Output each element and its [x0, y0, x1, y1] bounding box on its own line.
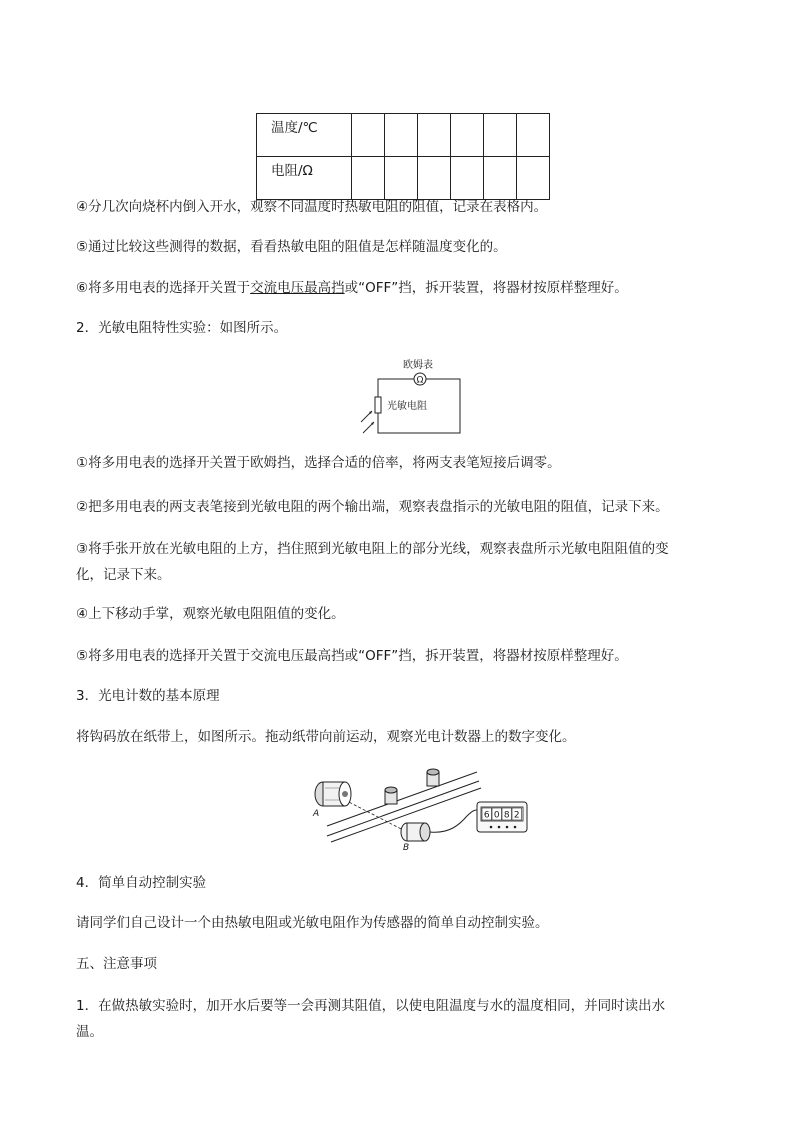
- step6-text-a: ⑥将多用电表的选择开关置于: [76, 280, 251, 296]
- table-header-temperature: 温度/℃: [257, 114, 352, 157]
- note-1-line1: 1．在做热敏实验时，加开水后要等一会再测其阻值，以使电阻温度与水的温度相同，并同时读出水: [76, 998, 666, 1014]
- table-header-resistance: 电阻/Ω: [257, 157, 352, 200]
- table-cell: [418, 114, 451, 157]
- table-cell: [484, 114, 517, 157]
- counter-digit: 6: [483, 810, 490, 821]
- weight-icon: [427, 769, 439, 786]
- table-cell: [451, 114, 484, 157]
- paragraph-step6: [76, 277, 726, 299]
- section-2-heading: 2．光敏电阻特性实验：如图所示。: [76, 320, 288, 336]
- table-row: [257, 114, 550, 157]
- table-cell: [484, 157, 517, 200]
- paragraph-2-step2: ②把多用电表的两支表笔接到光敏电阻的两个输出端，观察表盘指示的光敏电阻的阻值，记录下来。: [76, 499, 669, 515]
- weight-icon: [385, 787, 397, 804]
- counter-digit: 8: [503, 810, 510, 821]
- photoresistor-label: 光敏电阻: [387, 401, 427, 412]
- ohmmeter-label: 欧姆表: [403, 360, 433, 371]
- step6-underlined-text: 交流电压最高挡: [250, 280, 345, 296]
- label-a: A: [313, 809, 320, 819]
- table-cell: [352, 157, 385, 200]
- paragraph-2-step1: ①将多用电表的选择开关置于欧姆挡，选择合适的倍率，将两支表笔短接后调零。: [76, 455, 561, 471]
- counter-digit: 0: [493, 810, 500, 821]
- light-receiver-b: [401, 823, 430, 841]
- note-1-line2: 温。: [76, 1024, 103, 1040]
- photoelectric-counter-figure: [305, 764, 530, 854]
- photoresistor-circuit-figure: [350, 354, 470, 440]
- counter-digits: [482, 808, 522, 821]
- ohm-symbol-text: Ω: [416, 375, 424, 386]
- table-cell: [418, 157, 451, 200]
- photoresistor-symbol: [375, 397, 381, 413]
- table-cell: [451, 157, 484, 200]
- counter-cable: [430, 810, 477, 832]
- label-b: B: [403, 843, 410, 853]
- table-cell: [385, 114, 418, 157]
- paragraph-step5: ⑤通过比较这些测得的数据，看看热敏电阻的阻值是怎样随温度变化的。: [76, 239, 507, 255]
- paragraph-2-step3-line1: ③将手张开放在光敏电阻的上方，挡住照到光敏电阻上的部分光线，观察表盘所示光敏电阻阻值的变: [76, 541, 669, 557]
- paragraph-2-step4: ④上下移动手掌，观察光敏电阻阻值的变化。: [76, 606, 345, 622]
- table-row: [257, 157, 550, 200]
- paragraph-2-step3-line2: 化，记录下来。: [76, 567, 171, 583]
- paragraph-4-step1: 请同学们自己设计一个由热敏电阻或光敏电阻作为传感器的简单自动控制实验。: [76, 915, 549, 931]
- section-5-heading: 五、注意事项: [76, 956, 157, 972]
- record-table: [256, 113, 550, 200]
- section-4-heading: 4．简单自动控制实验: [76, 875, 207, 891]
- light-emitter-a: [315, 782, 351, 806]
- step6-text-b: 或“OFF”挡，拆开装置，将器材按原样整理好。: [344, 280, 628, 296]
- paragraph-step4: ④分几次向烧杯内倒入开水，观察不同温度时热敏电阻的阻值，记录在表格内。: [76, 199, 548, 215]
- section-3-heading: 3．光电计数的基本原理: [76, 688, 220, 704]
- paragraph-2-step5: ⑤将多用电表的选择开关置于交流电压最高挡或“OFF”挡，拆开装置，将器材按原样整理好。: [76, 648, 628, 664]
- paragraph-3-step1: 将钩码放在纸带上，如图所示。拖动纸带向前运动，观察光电计数器上的数字变化。: [76, 729, 576, 745]
- counter-digit: 2: [513, 810, 520, 821]
- table-cell: [352, 114, 385, 157]
- table-cell: [517, 114, 550, 157]
- table-cell: [517, 157, 550, 200]
- table-cell: [385, 157, 418, 200]
